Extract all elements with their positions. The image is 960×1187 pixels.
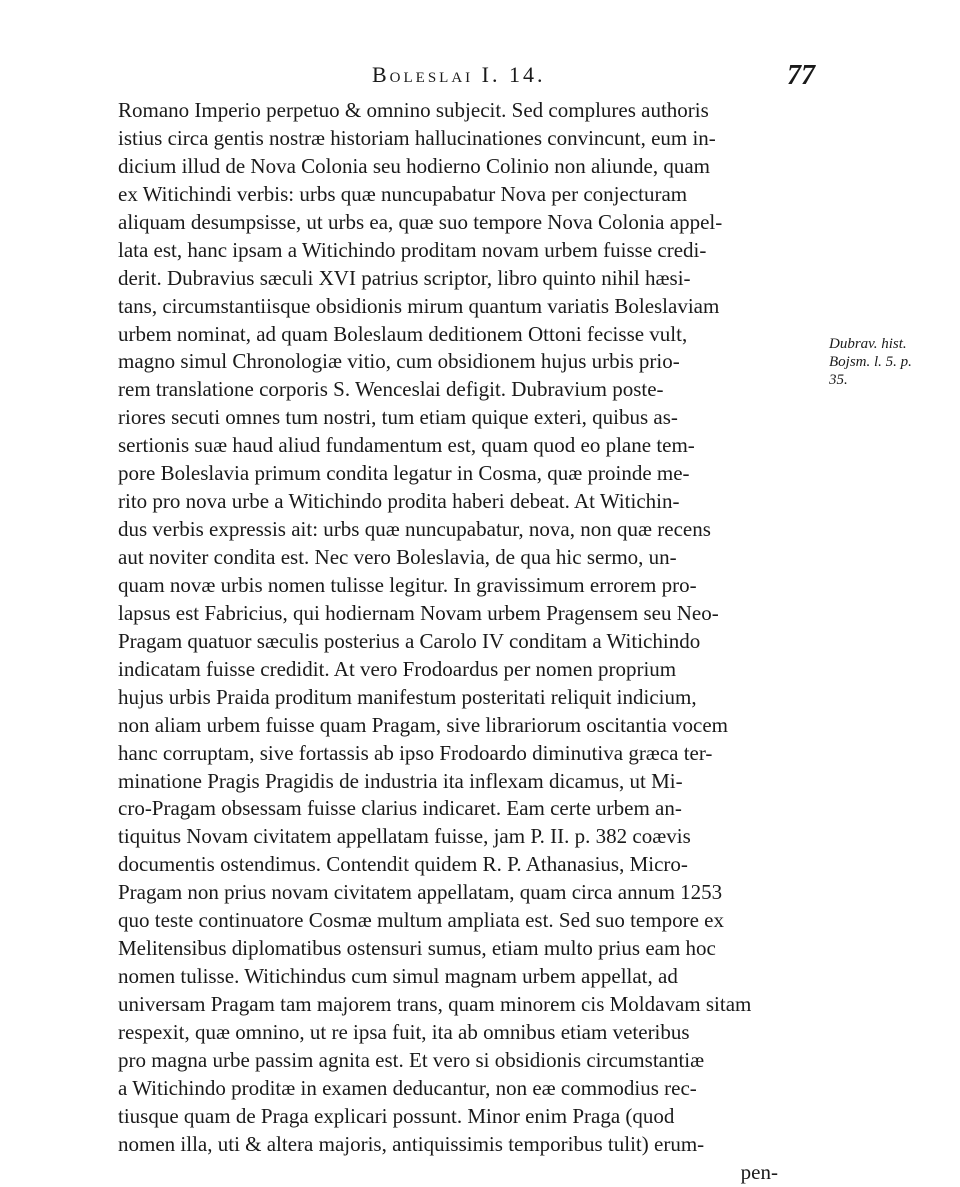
text-line: tans, circumstantiisque obsidionis mirum quantum variatis Boleslaviam: [118, 293, 720, 318]
margin-note-line: Bojsm. l. 5. p.: [829, 354, 912, 370]
text-line: nomen illa, uti & altera majoris, antiquissimis temporibus tulit) erum-: [118, 1131, 705, 1156]
margin-note: [829, 335, 939, 389]
text-line: Pragam non prius novam civitatem appellatam, quam circa annum 1253: [118, 880, 723, 905]
text-line: rito pro nova urbe a Witichindo prodita haberi debeat. At Witichin-: [118, 489, 680, 514]
text-line: pro magna urbe passim agnita est. Et vero si obsidionis circumstantiæ: [118, 1047, 705, 1072]
text-line: istius circa gentis nostræ historiam hallucinationes convincunt, eum in-: [118, 125, 716, 150]
text-line: sertionis suæ haud aliud fundamentum est, quam quod eo plane tem-: [118, 433, 695, 458]
text-line: lata est, hanc ipsam a Witichindo proditam novam urbem fuisse credi-: [118, 237, 707, 262]
text-line: dicium illud de Nova Colonia seu hodierno Colinio non aliunde, quam: [118, 153, 710, 178]
text-line: derit. Dubravius sæculi XVI patrius scriptor, libro quinto nihil hæsi-: [118, 265, 691, 290]
margin-note-line: 35.: [829, 372, 848, 388]
text-line: urbem nominat, ad quam Boleslaum deditionem Ottoni fecisse vult,: [118, 321, 688, 346]
text-line: aut noviter condita est. Nec vero Boleslavia, de qua hic sermo, un-: [118, 545, 677, 569]
body-text: [118, 97, 818, 1187]
page-header: [120, 60, 820, 92]
text-line: Romano Imperio perpetuo & omnino subjecit. Sed complures authoris: [118, 98, 709, 122]
text-line: tiquitus Novam civitatem appellatam fuisse, jam P. II. p. 382 coævis: [118, 824, 691, 849]
text-line: ex Witichindi verbis: urbs quæ nuncupabatur Nova per conjecturam: [118, 181, 688, 206]
text-line: nomen tulisse. Witichindus cum simul magnam urbem appellat, ad: [118, 964, 678, 989]
text-line: hanc corruptam, sive fortassis ab ipso Frodoardo diminutiva græca ter-: [118, 740, 713, 765]
text-line: tiusque quam de Praga explicari possunt. Minor enim Praga (quod: [118, 1103, 675, 1128]
page-number: 77: [787, 60, 815, 91]
text-line: pore Boleslavia primum condita legatur in Cosma, quæ proinde me-: [118, 461, 690, 486]
running-title: Boleslai I. 14.: [372, 62, 546, 87]
text-line: rem translatione corporis S. Wenceslai defigit. Dubravium poste-: [118, 377, 664, 402]
text-line: dus verbis expressis ait: urbs quæ nuncupabatur, nova, non quæ recens: [118, 517, 711, 542]
text-line: universam Pragam tam majorem trans, quam minorem cis Moldavam sitam: [118, 992, 752, 1016]
text-line: quam novæ urbis nomen tulisse legitur. In gravissimum errorem pro-: [118, 572, 697, 597]
text-line: Pragam quatuor sæculis posterius a Carolo IV conditam a Witichindo: [118, 628, 701, 653]
text-line: hujus urbis Praida proditum manifestum posteritati reliquit indicium,: [118, 684, 697, 709]
text-line: minatione Pragis Pragidis de industria ita inflexam dicamus, ut Mi-: [118, 768, 683, 793]
text-line: quo teste continuatore Cosmæ multum ampliata est. Sed suo tempore ex: [118, 908, 724, 933]
text-line: respexit, quæ omnino, ut re ipsa fuit, ita ab omnibus etiam veteribus: [118, 1019, 690, 1044]
text-line: lapsus est Fabricius, qui hodiernam Novam urbem Pragensem seu Neo-: [118, 600, 719, 625]
text-line: non aliam urbem fuisse quam Pragam, sive librariorum oscitantia vocem: [118, 712, 729, 737]
margin-note-line: Dubrav. hist.: [829, 336, 907, 352]
text-line: riores secuti omnes tum nostri, tum etiam quique exteri, quibus as-: [118, 405, 678, 430]
text-line: cro-Pragam obsessam fuisse clarius indicaret. Eam certe urbem an-: [118, 796, 682, 821]
text-line: magno simul Chronologiæ vitio, cum obsidionem hujus urbis prio-: [118, 349, 680, 374]
text-line: documentis ostendimus. Contendit quidem R. P. Athanasius, Micro-: [118, 852, 688, 877]
catchword: pen-: [740, 1159, 778, 1184]
text-line: a Witichindo proditæ in examen deducantur, non eæ commodius rec-: [118, 1075, 697, 1100]
text-line: Melitensibus diplomatibus ostensuri sumus, etiam multo prius eam hoc: [118, 936, 716, 961]
text-line: indicatam fuisse credidit. At vero Frodoardus per nomen proprium: [118, 656, 677, 681]
text-line: aliquam desumpsisse, ut urbs ea, quæ suo tempore Nova Colonia appel-: [118, 209, 723, 234]
